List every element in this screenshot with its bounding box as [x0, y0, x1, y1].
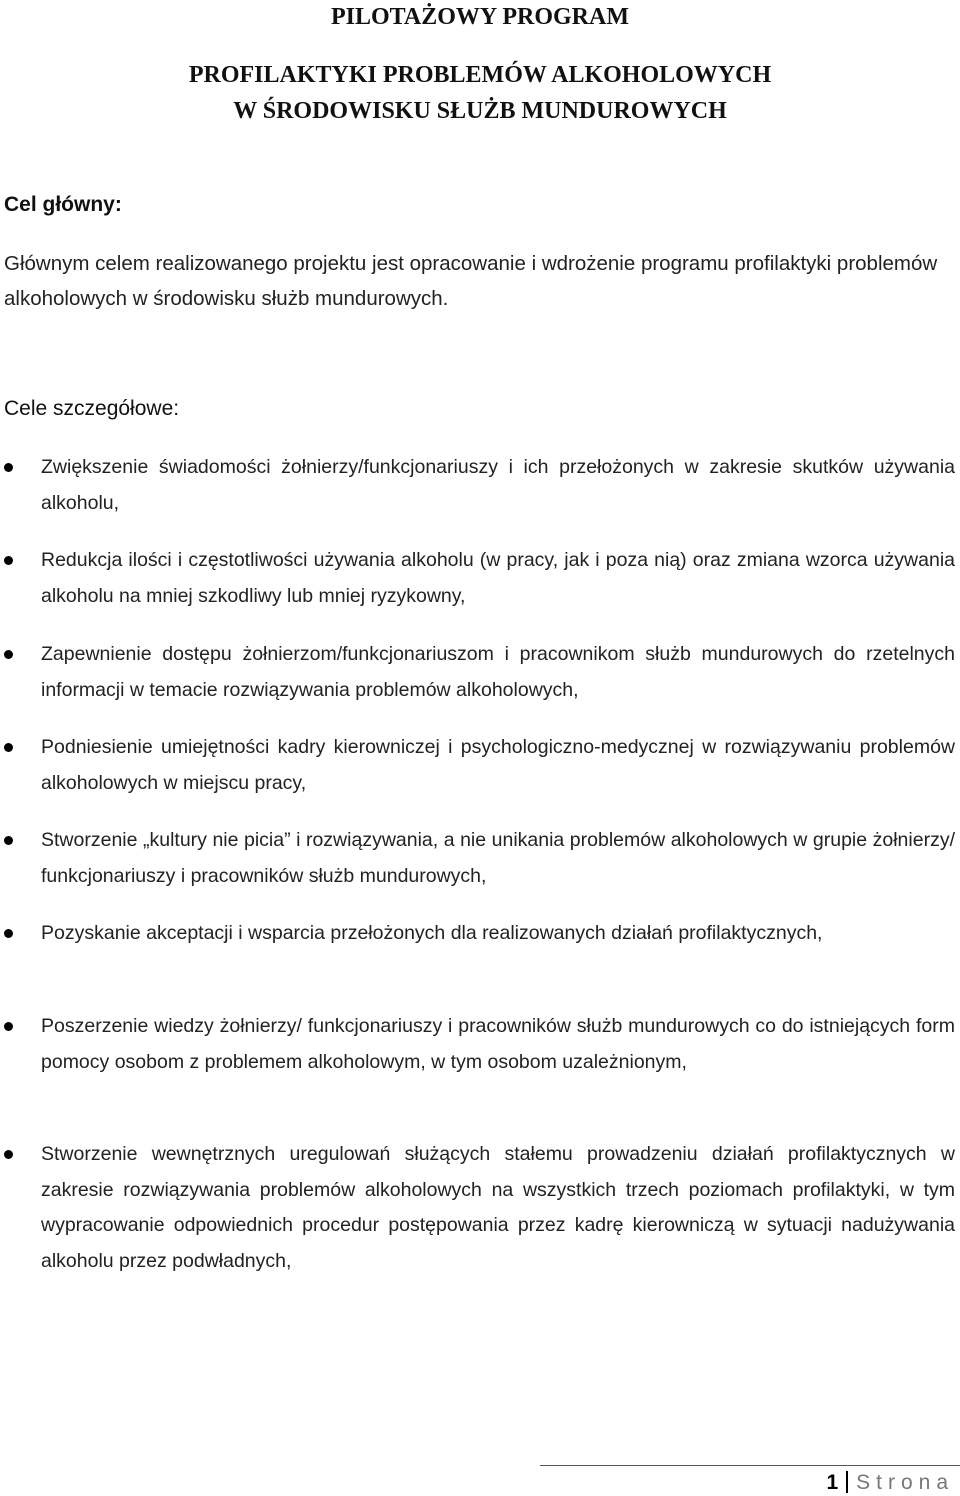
list-item — [0, 730, 960, 801]
bullet-icon — [4, 929, 13, 938]
page-label: Strona — [856, 1471, 954, 1494]
list-item-text: Stworzenie wewnętrznych uregulowań służących stałemu prowadzeniu działań profilaktycznych w zakresie rozwiązywania problemów alkoholowych na wszystkich trzech poziomach profilaktyki, w tym wypracowanie odpowiednich procedur postępowania przez kadrę kierowniczą w sytuacji nadużywania alkoholu przez podwładnych, — [41, 1143, 955, 1272]
bullet-icon — [4, 463, 13, 472]
document-subtitle-line-2: W ŚRODOWISKU SŁUŻB MUNDUROWYCH — [233, 98, 727, 124]
page-number: 1 — [826, 1471, 839, 1494]
list-item — [0, 1137, 960, 1279]
list-item — [0, 1009, 960, 1080]
list-item-text: Podniesienie umiejętności kadry kierowniczej i psychologiczno-medycznej w rozwiązywaniu problemów alkoholowych w miejscu pracy, — [41, 736, 955, 794]
list-item-text: Zwiększenie świadomości żołnierzy/funkcjonariuszy i ich przełożonych w zakresie skutków używania alkoholu, — [41, 456, 955, 514]
specific-goals-heading: Cele szczegółowe: — [4, 397, 180, 420]
footer-divider — [540, 1465, 960, 1466]
bullet-icon — [4, 650, 13, 659]
list-item — [0, 637, 960, 708]
list-item-text: Zapewnienie dostępu żołnierzom/funkcjonariuszom i pracownikom służb mundurowych do rzetelnych informacji w temacie rozwiązywania problemów alkoholowych, — [41, 643, 955, 701]
document-title: PILOTAŻOWY PROGRAM — [331, 4, 629, 30]
list-item-text: Redukcja ilości i częstotliwości używania alkoholu (w pracy, jak i poza nią) oraz zmiana wzorca używania alkoholu na mniej szkodliwy lub mniej ryzykowny, — [41, 549, 955, 607]
bullet-icon — [4, 1150, 13, 1159]
page-footer — [826, 1470, 954, 1496]
bullet-icon — [4, 743, 13, 752]
bullet-icon — [4, 1022, 13, 1031]
list-item-text: Stworzenie „kultury nie picia” i rozwiązywania, a nie unikania problemów alkoholowych w grupie żołnierzy/ funkcjonariuszy i pracowników służb mundurowych, — [41, 829, 955, 887]
list-item-text: Pozyskanie akceptacji i wsparcia przełożonych dla realizowanych działań profilaktycznych, — [41, 922, 823, 944]
main-goal-text: Głównym celem realizowanego projektu jest opracowanie i wdrożenie programu profilaktyki problemów alkoholowych w środowisku służb mundurowych. — [4, 252, 938, 310]
list-item — [0, 450, 960, 521]
list-item-text: Poszerzenie wiedzy żołnierzy/ funkcjonariuszy i pracowników służb mundurowych co do istniejących form pomocy osobom z problemem alkoholowym, w tym osobom uzależnionym, — [41, 1015, 955, 1073]
bullet-icon — [4, 556, 13, 565]
list-item — [0, 916, 960, 952]
footer-separator — [846, 1471, 848, 1493]
list-item — [0, 823, 960, 894]
main-goal-heading: Cel główny: — [4, 193, 122, 216]
bullet-icon — [4, 836, 13, 845]
document-subtitle-line-1: PROFILAKTYKI PROBLEMÓW ALKOHOLOWYCH — [188, 62, 772, 88]
list-item — [0, 543, 960, 614]
